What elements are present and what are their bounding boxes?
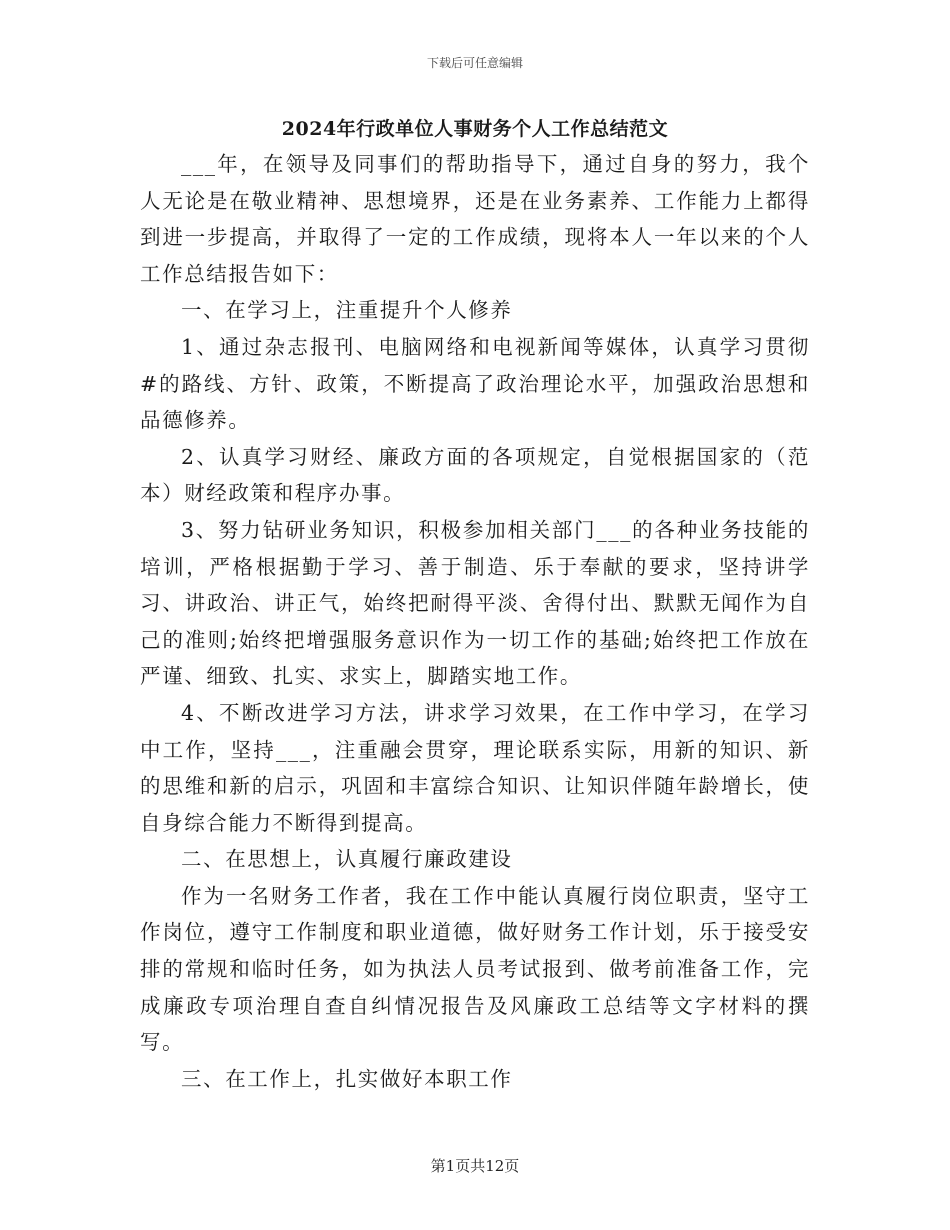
paragraph-item-1: 1、通过杂志报刊、电脑网络和电视新闻等媒体，认真学习贯彻#的路线、方针、政策，不断提高了政治理论水平，加强政治思想和品德修养。 <box>140 334 810 433</box>
document-body <box>140 146 810 1097</box>
paragraph-item-2: 2、认真学习财经、廉政方面的各项规定，自觉根据国家的（范本）财经政策和程序办事。 <box>140 444 810 506</box>
section-heading-3: 三、在工作上，扎实做好本职工作 <box>181 1066 513 1091</box>
paragraph-item-4: 4、不断改进学习方法，讲求学习效果，在工作中学习，在学习中工作，坚持___，注重融会贯穿，理论联系实际，用新的知识、新的思维和新的启示，巩固和丰富综合知识、让知识伴随年龄增长，使自身综合能力不断得到提高。 <box>140 700 810 835</box>
section-heading-1: 一、在学习上，注重提升个人修养 <box>181 298 513 323</box>
paragraph-section-2: 作为一名财务工作者，我在工作中能认真履行岗位职责，坚守工作岗位，遵守工作制度和职业道德，做好财务工作计划，乐于接受安排的常规和临时任务，如为执法人员考试报到、做考前准备工作，完成廉政专项治理自查自纠情况报告及风廉政工总结等文字材料的撰写。 <box>140 883 810 1055</box>
paragraph-intro: ___年，在领导及同事们的帮助指导下，通过自身的努力，我个人无论是在敬业精神、思想境界，还是在业务素养、工作能力上都得到进一步提高，并取得了一定的工作成绩，现将本人一年以来的个人工作总结报告如下： <box>140 152 810 286</box>
paragraph-item-3: 3、努力钻研业务知识，积极参加相关部门___的各种业务技能的培训，严格根据勤于学习、善于制造、乐于奉献的要求，坚持讲学习、讲政治、讲正气，始终把耐得平淡、舍得付出、默默无闻作为自己的准则;始终把增强服务意识作为一切工作的基础;始终把工作放在严谨、细致、扎实、求实上，脚踏实地工作。 <box>140 517 810 689</box>
header-note: 下载后可任意编辑 <box>426 56 523 70</box>
page-number-footer: 第1页共12页 <box>430 1157 520 1175</box>
section-heading-2: 二、在思想上，认真履行廉政建设 <box>181 847 513 872</box>
document-title: 2024年行政单位人事财务个人工作总结范文 <box>281 118 669 140</box>
